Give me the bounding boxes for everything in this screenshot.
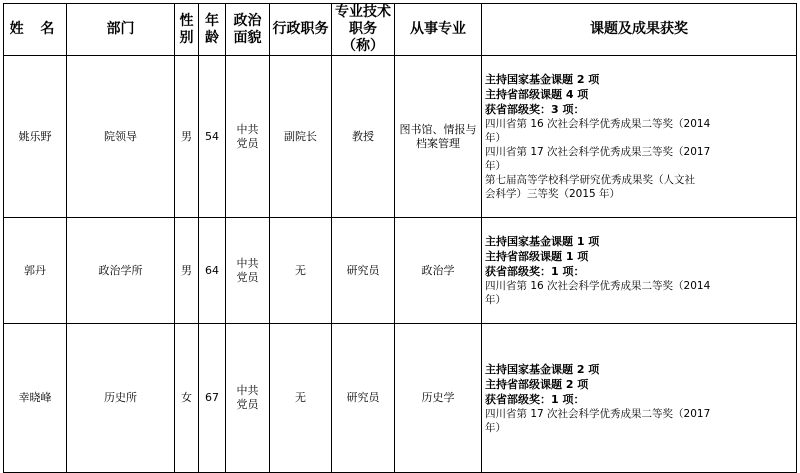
cell-title: 教授 xyxy=(332,56,395,218)
cell-admin-post: 无 xyxy=(270,218,332,324)
cell-major: 图书馆、情报与 档案管理 xyxy=(395,56,482,218)
award-summary: 主持国家基金课题 2 项 xyxy=(485,362,600,376)
award-summary: 获省部级奖：1 项： xyxy=(485,265,585,278)
cell-admin-post: 副院长 xyxy=(270,56,332,218)
cell-gender: 女 xyxy=(175,324,199,473)
header-age: 年 龄 xyxy=(199,4,226,56)
award-detail: 第七届高等学校科学研究优秀成果奖（人文社 xyxy=(485,174,695,186)
award-detail: 四川省第 16 次社会科学优秀成果二等奖（2014 xyxy=(485,118,711,130)
cell-awards xyxy=(482,56,797,218)
cell-political: 中共 党员 xyxy=(226,56,270,218)
header-awards: 课题及成果获奖 xyxy=(482,4,797,56)
cell-admin-post: 无 xyxy=(270,324,332,473)
award-detail: 四川省第 17 次社会科学优秀成果二等奖（2017 xyxy=(485,407,711,420)
header-row xyxy=(4,4,797,56)
cell-dept: 历史所 xyxy=(67,324,175,473)
award-detail: 会科学）三等奖（2015 年） xyxy=(485,188,621,200)
cell-awards xyxy=(482,324,797,473)
award-summary: 主持省部级课题 4 项 xyxy=(485,88,589,101)
personnel-table xyxy=(3,3,797,473)
cell-political: 中共 党员 xyxy=(226,324,270,473)
header-name: 姓 名 xyxy=(4,4,67,56)
award-summary: 主持国家基金课题 1 项 xyxy=(485,235,600,248)
header-dept: 部门 xyxy=(67,4,175,56)
cell-political: 中共 党员 xyxy=(226,218,270,324)
cell-major: 政治学 xyxy=(395,218,482,324)
award-summary: 主持国家基金课题 2 项 xyxy=(485,73,600,86)
award-detail: 四川省第 16 次社会科学优秀成果二等奖（2014 xyxy=(485,280,711,292)
cell-title: 研究员 xyxy=(332,218,395,324)
award-detail: 年） xyxy=(485,294,506,306)
header-admin-post: 行政职务 xyxy=(270,4,332,56)
cell-dept: 政治学所 xyxy=(67,218,175,324)
table-row xyxy=(4,218,797,324)
table-row xyxy=(4,56,797,218)
award-summary: 主持省部级课题 2 项 xyxy=(485,377,589,391)
cell-name: 姚乐野 xyxy=(4,56,67,218)
header-political: 政治 面貌 xyxy=(226,4,270,56)
cell-name: 郭丹 xyxy=(4,218,67,324)
header-gender: 性 别 xyxy=(175,4,199,56)
award-detail: 年） xyxy=(485,132,506,144)
cell-major: 历史学 xyxy=(395,324,482,473)
header-title: 专业技术 职务（称） xyxy=(332,4,395,56)
award-summary: 主持省部级课题 1 项 xyxy=(485,250,589,263)
cell-age: 64 xyxy=(199,218,226,324)
award-summary: 获省部级奖：1 项： xyxy=(485,392,585,406)
award-detail: 四川省第 17 次社会科学优秀成果三等奖（2017 xyxy=(485,146,711,158)
cell-name: 幸晓峰 xyxy=(4,324,67,473)
cell-awards xyxy=(482,218,797,324)
award-detail: 年） xyxy=(485,160,506,172)
award-detail: 年） xyxy=(485,421,506,434)
cell-dept: 院领导 xyxy=(67,56,175,218)
cell-age: 67 xyxy=(199,324,226,473)
header-major: 从事专业 xyxy=(395,4,482,56)
table-row xyxy=(4,324,797,473)
cell-age: 54 xyxy=(199,56,226,218)
cell-gender: 男 xyxy=(175,56,199,218)
cell-title: 研究员 xyxy=(332,324,395,473)
cell-gender: 男 xyxy=(175,218,199,324)
award-summary: 获省部级奖：3 项： xyxy=(485,103,585,116)
